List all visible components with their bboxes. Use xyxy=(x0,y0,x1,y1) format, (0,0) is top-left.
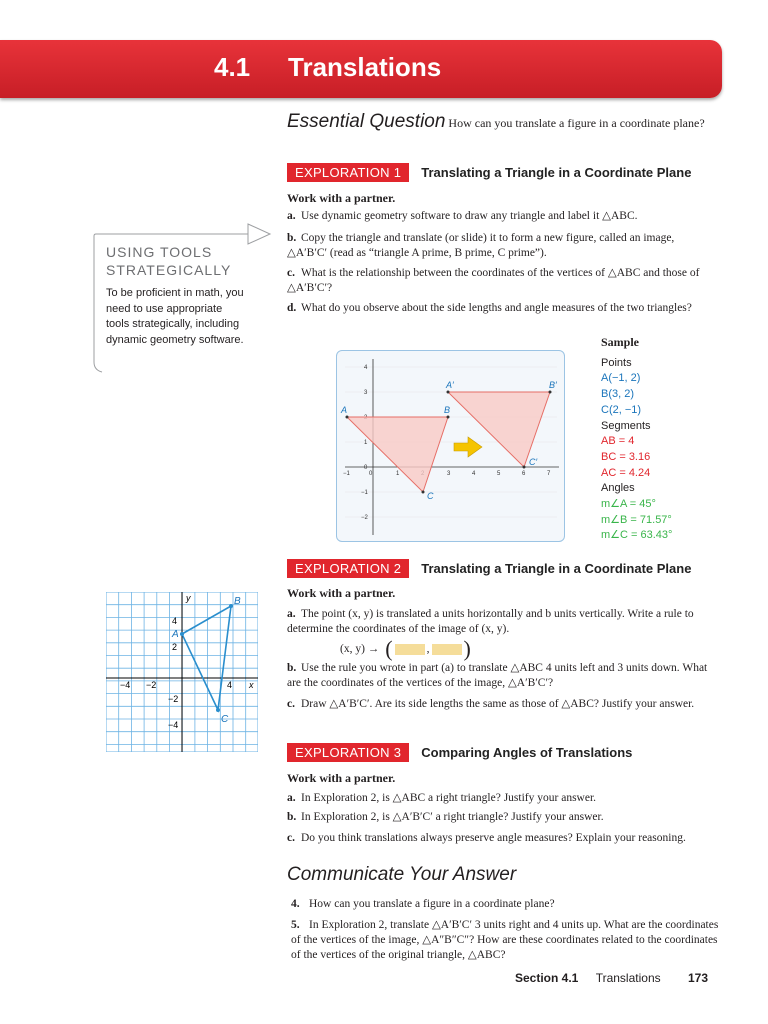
exploration-2-header xyxy=(287,558,691,578)
exploration-3-item-b: b. In Exploration 2, is △A′B′C′ a right triangle? Justify your answer. xyxy=(287,811,604,823)
x-tick: −1 xyxy=(343,471,350,477)
vertex-label-a: A xyxy=(341,405,348,415)
exploration-3-item-a: a. In Exploration 2, is △ABC a right triangle? Justify your answer. xyxy=(287,792,597,804)
vertex-label-b-prime: B′ xyxy=(549,380,557,390)
angles-label: Angles xyxy=(601,482,635,495)
vertex-label-b: B xyxy=(444,405,451,415)
y-tick: 4 xyxy=(364,365,368,371)
footer-title: Translations xyxy=(595,971,661,985)
x-tick: 6 xyxy=(522,471,526,477)
grid-y-label: 4 xyxy=(172,616,178,626)
point-a: A(−1, 2) xyxy=(601,372,641,385)
grid-y-label: 2 xyxy=(172,642,178,652)
y-tick: 0 xyxy=(364,465,368,471)
exploration-2-item-c: c. Draw △A′B′C′. Are its side lengths the same as those of △ABC? Justify your answer. xyxy=(287,698,695,710)
sample-title: Sample xyxy=(601,335,640,349)
rule-blank-x[interactable] xyxy=(395,644,425,655)
y-tick: 1 xyxy=(364,440,368,446)
x-tick: 3 xyxy=(447,471,451,477)
sample-panel xyxy=(601,335,721,544)
grid-vertex-c: C xyxy=(221,714,229,725)
grid-y-label: −4 xyxy=(168,720,179,730)
vertex-label-c: C xyxy=(427,491,434,501)
essential-question xyxy=(287,113,707,132)
translation-arrow-icon xyxy=(454,437,482,457)
x-tick: 0 xyxy=(369,471,373,477)
point-b: B(3, 2) xyxy=(601,388,635,401)
essential-question-label: Essential Question xyxy=(287,111,446,132)
rule-lhs: (x, y) → xyxy=(340,643,380,655)
exploration-1-item-d: d. What do you observe about the side lengths and angle measures of the two triangles? xyxy=(287,302,692,314)
section-number: 4.1 xyxy=(214,52,251,82)
points-label: Points xyxy=(601,356,632,369)
point-c: C(2, −1) xyxy=(601,403,642,416)
triangle-abc xyxy=(347,417,448,492)
rule-template: (x, y) → ( , ) xyxy=(340,636,471,661)
grid-y-label: −2 xyxy=(168,694,179,704)
exploration-2-item-a: a. The point (x, y) is translated a units horizontally and b units vertically. Write a rule to determine the coordinates of the image of (x, y). xyxy=(287,608,694,635)
y-tick: 3 xyxy=(364,390,368,396)
footer-section: Section 4.1 xyxy=(515,971,579,985)
question-4: 4. How can you translate a figure in a coordinate plane? xyxy=(291,898,555,910)
y-tick: −1 xyxy=(361,490,368,496)
exploration-1-header xyxy=(287,162,691,182)
x-tick: 5 xyxy=(497,471,501,477)
angle-a: m∠A = 45° xyxy=(601,498,656,511)
page-title: Translations xyxy=(288,52,442,82)
work-with-partner: Work with a partner. xyxy=(287,191,396,205)
communicate-heading: Communicate Your Answer xyxy=(287,864,517,885)
y-tick: −2 xyxy=(361,515,368,521)
exploration-badge: EXPLORATION 1 xyxy=(287,163,409,182)
exploration-badge: EXPLORATION 3 xyxy=(287,743,409,762)
sidebar-body: To be proficient in math, you need to use appropriate tools strategically, including dynamic geometry software. xyxy=(106,287,244,346)
exploration-2-item-b: b. Use the rule you wrote in part (a) to translate △ABC 4 units left and 3 units down. What are the coordinates of the vertices of the image, △A′B′C′? xyxy=(287,662,708,689)
grid-x-label: −4 xyxy=(120,680,131,690)
sample-graph xyxy=(337,351,564,541)
rule-blank-y[interactable] xyxy=(432,644,462,655)
x-tick: 1 xyxy=(396,471,400,477)
exploration-3-header xyxy=(287,742,632,762)
question-5: 5. In Exploration 2, translate △A′B′C′ 3 units right and 4 units up. What are the coordinates of the vertices of the image, △A″B″C″? How are these coordinates related to the coordinates of the vertices of the original triangle, △ABC? xyxy=(291,919,719,961)
essential-question-text: How can you translate a figure in a coordinate plane? xyxy=(448,116,705,130)
angle-c: m∠C = 63.43° xyxy=(601,529,673,542)
sidebar-heading: USING TOOLS STRATEGICALLY xyxy=(106,244,232,278)
grid-vertex-b: B xyxy=(234,596,241,607)
page-number: 173 xyxy=(687,971,708,985)
grid-vertex-a: A xyxy=(172,629,179,640)
angle-b: m∠B = 71.57° xyxy=(601,513,672,526)
exploration-title: Translating a Triangle in a Coordinate Plane xyxy=(421,164,692,180)
triangle-a-prime-b-prime-c-prime xyxy=(448,392,550,467)
work-with-partner: Work with a partner. xyxy=(287,771,396,785)
work-with-partner: Work with a partner. xyxy=(287,586,396,600)
x-tick: 4 xyxy=(472,471,476,477)
exploration-title: Translating a Triangle in a Coordinate Plane xyxy=(421,560,692,576)
grid-x-label: 4 xyxy=(227,680,233,690)
exploration-1-item-a: a. Use dynamic geometry software to draw any triangle and label it △ABC. xyxy=(287,210,638,222)
page-footer xyxy=(515,971,708,985)
grid-x-label: −2 xyxy=(146,680,157,690)
vertex-label-c-prime: C′ xyxy=(529,457,538,467)
grid-x-label: x xyxy=(249,680,254,690)
exploration-1-item-c: c. What is the relationship between the coordinates of the vertices of △ABC and those of △A′B′C′? xyxy=(287,267,700,294)
segment-ab: AB = 4 xyxy=(601,435,635,448)
grid-y-label: y xyxy=(186,593,191,603)
segment-ac: AC = 4.24 xyxy=(601,466,651,479)
x-tick: 7 xyxy=(547,471,551,477)
exploration-badge: EXPLORATION 2 xyxy=(287,559,409,578)
exploration-3-item-c: c. Do you think translations always preserve angle measures? Explain your reasoning. xyxy=(287,832,686,844)
exploration-2-grid xyxy=(106,592,258,752)
segment-bc: BC = 3.16 xyxy=(601,450,651,463)
chapter-banner xyxy=(0,40,722,98)
exploration-title: Comparing Angles of Translations xyxy=(421,744,633,760)
exploration-1-item-b: b. Copy the triangle and translate (or slide) it to form a new figure, called an image, △A′B′C′ (read as “triangle A prime, B prime, C prime”). xyxy=(287,232,675,259)
sample-graph-panel xyxy=(336,350,565,542)
vertex-label-a-prime: A′ xyxy=(446,380,454,390)
segments-label: Segments xyxy=(601,419,651,432)
